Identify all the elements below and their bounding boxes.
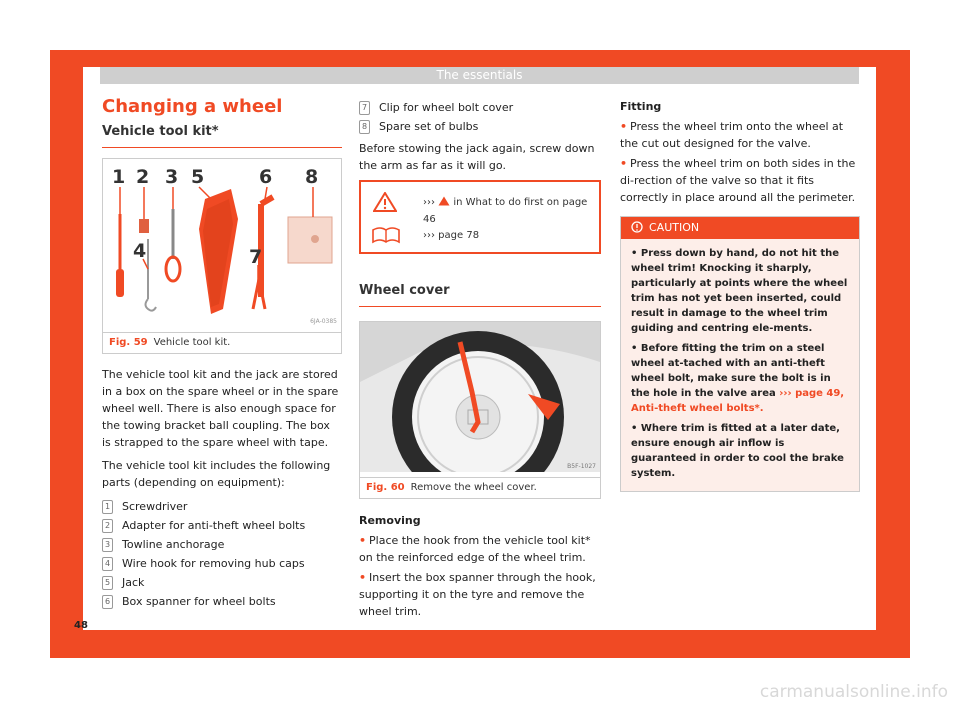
list-item: [102, 592, 342, 611]
callout-2: 2: [136, 166, 150, 188]
item-label: Towline anchorage: [122, 538, 225, 551]
figure-code: B5F-1027: [567, 463, 596, 470]
reference-text: in What to do first on page 46: [423, 197, 588, 225]
list-item: [359, 98, 601, 117]
bullet-item: • Press the wheel trim on both sides in the di-rection of the valve so that it fits correctly in place around all the perimeter.: [620, 157, 856, 204]
figure-number: Fig. 59: [109, 337, 148, 348]
caution-link[interactable]: ››› page 49, Anti-theft wheel bolts*.: [631, 388, 845, 414]
item-number: 5: [102, 576, 113, 590]
list-item: [102, 554, 342, 573]
item-label: Wire hook for removing hub caps: [122, 557, 305, 570]
page-number: 48: [74, 620, 88, 631]
figure-caption: [103, 332, 341, 353]
figure-caption-text: Vehicle tool kit.: [153, 337, 231, 348]
item-number: 6: [102, 595, 113, 609]
list-item: [359, 117, 601, 136]
bullet-item: • Place the hook from the vehicle tool kit* on the reinforced edge of the wheel trim.: [359, 534, 591, 564]
middle-column: [359, 98, 601, 626]
item-label: Jack: [122, 576, 145, 589]
item-label: Adapter for anti-theft wheel bolts: [122, 519, 306, 532]
bullet-item: • Insert the box spanner through the hook, supporting it on the tyre and remove the wheel trim.: [359, 571, 596, 618]
tool-kit-illustration: [103, 159, 341, 327]
caution-item: • Press down by hand, do not hit the wheel trim! Knocking it sharply, particularly at points where the wheel trim has not yet been inserted, could result in damage to the wheel trim guiding and centring ele-ments.: [631, 248, 848, 334]
caution-text: Press down by hand, do not hit the wheel trim! Knocking it sharply, particularly at points where the wheel trim has not yet been inserted, could result in damage to the wheel trim guiding and centring ele-ments.: [631, 248, 848, 334]
paragraph: Before stowing the jack again, screw down the arm as far as it will go.: [359, 142, 595, 172]
item-label: Screwdriver: [122, 500, 188, 513]
bullet-text: Place the hook from the vehicle tool kit* on the reinforced edge of the wheel trim.: [359, 534, 591, 564]
reference-safety[interactable]: [423, 194, 599, 228]
caution-item: • Before fitting the trim on a steel wheel at-tached with an anti-theft wheel bolt, make sure the bolt is in the hole in the valve area ››› page 49, Anti-theft wheel bolts*.: [631, 343, 845, 414]
figure-caption-text: Remove the wheel cover.: [410, 482, 537, 493]
figure-tool-kit: [102, 158, 342, 354]
left-column: [102, 95, 342, 611]
item-number: 3: [102, 538, 113, 552]
item-number: 2: [102, 519, 113, 533]
tool-list: [102, 497, 342, 611]
figure-code: 6JA-0385: [310, 318, 337, 325]
item-number: 4: [102, 557, 113, 571]
callout-5: 5: [191, 166, 205, 188]
bullet-item: • Press the wheel trim onto the wheel at the cut out designed for the valve.: [620, 120, 844, 150]
item-number: 8: [359, 120, 370, 134]
removing-heading: Removing: [359, 514, 421, 527]
wheel-cover-illustration: [360, 322, 600, 472]
callout-7: 7: [249, 246, 263, 268]
callout-3: 3: [165, 166, 179, 188]
caution-title: CAUTION: [649, 221, 700, 234]
section-title: Changing a wheel: [102, 96, 283, 117]
tool-list-continued: [359, 98, 601, 136]
info-circle-icon: [631, 221, 643, 233]
caution-item: • Where trim is fitted at a later date, ensure enough air inflow is guaranteed in order to cool the brake system.: [631, 423, 844, 479]
reference-page[interactable]: ››› page 78: [423, 230, 480, 241]
callout-8: 8: [305, 166, 319, 188]
item-label: Box spanner for wheel bolts: [122, 595, 276, 608]
watermark: carmanualsonline.info: [759, 682, 948, 702]
paragraph: The vehicle tool kit and the jack are stored in a box on the spare wheel or in the spare wheel well. There is also enough space for the towing bracket ball coupling. The box is strapped to the spare wheel with tape.: [102, 368, 339, 449]
book-icon: [371, 224, 401, 244]
caution-header: [621, 217, 859, 239]
figure-wheel-cover: [359, 321, 601, 499]
right-column: [620, 98, 860, 492]
subsection-title: Vehicle tool kit*: [102, 123, 342, 148]
item-number: 1: [102, 500, 113, 514]
reference-arrows: ›››: [423, 197, 435, 208]
caution-text: Before fitting the trim on a steel wheel at-tached with an anti-theft wheel bolt, make sure the bolt is in the hole in the valve area: [631, 343, 831, 399]
list-item: [102, 573, 342, 592]
fitting-heading: Fitting: [620, 100, 662, 113]
chapter-header: The essentials: [100, 67, 859, 84]
subsection-title: Wheel cover: [359, 282, 601, 307]
item-label: Clip for wheel bolt cover: [379, 101, 514, 114]
callout-6: 6: [259, 166, 273, 188]
bullet-text: Press the wheel trim onto the wheel at the cut out designed for the valve.: [620, 120, 844, 150]
bullet-text: Insert the box spanner through the hook, supporting it on the tyre and remove the wheel trim.: [359, 571, 596, 618]
bullet-text: Press the wheel trim on both sides in the di-rection of the valve so that it fits correctly in place around all the perimeter.: [620, 157, 856, 204]
warning-triangle-icon: [373, 192, 397, 212]
list-item: [102, 535, 342, 554]
callout-1: 1: [112, 166, 126, 188]
reference-box: [359, 180, 601, 254]
caution-text: Where trim is fitted at a later date, ensure enough air inflow is guaranteed in order to cool the brake system.: [631, 423, 844, 479]
list-item: [102, 516, 342, 535]
caution-body: [621, 239, 859, 491]
warning-small-icon: [438, 196, 450, 206]
list-item: [102, 497, 342, 516]
paragraph: The vehicle tool kit includes the following parts (depending on equipment):: [102, 459, 331, 489]
item-label: Spare set of bulbs: [379, 120, 479, 133]
figure-number: Fig. 60: [366, 482, 405, 493]
callout-4: 4: [133, 240, 147, 262]
figure-caption: [360, 477, 600, 498]
caution-box: [620, 216, 860, 492]
item-number: 7: [359, 101, 370, 115]
